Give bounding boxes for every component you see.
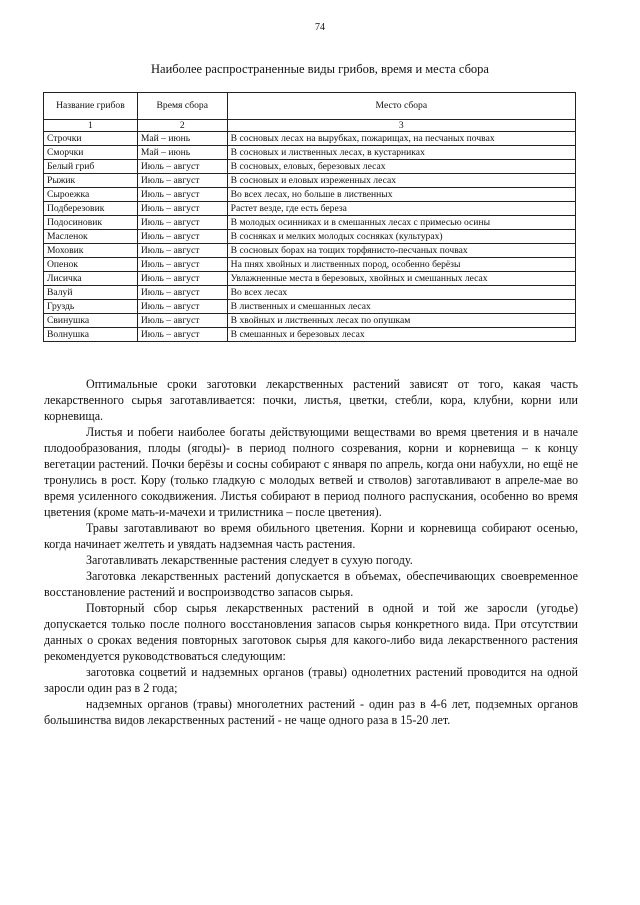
column-number: 2 [137, 120, 227, 132]
cell-collection-place: В сосновых и еловых изреженных лесах [227, 174, 575, 188]
cell-mushroom-name: Сморчки [44, 146, 138, 160]
cell-collection-time: Июль – август [137, 300, 227, 314]
cell-collection-time: Май – июнь [137, 132, 227, 146]
cell-mushroom-name: Лисичка [44, 272, 138, 286]
cell-mushroom-name: Рыжик [44, 174, 138, 188]
cell-mushroom-name: Волнушка [44, 328, 138, 342]
cell-collection-time: Июль – август [137, 314, 227, 328]
cell-collection-time: Июль – август [137, 174, 227, 188]
column-header-place: Место сбора [227, 93, 575, 120]
table-row [44, 230, 576, 244]
table-row [44, 314, 576, 328]
cell-collection-place: В лиственных и смешанных лесах [227, 300, 575, 314]
cell-collection-place: В молодых осинниках и в смешанных лесах с примесью осины [227, 216, 575, 230]
cell-collection-time: Июль – август [137, 202, 227, 216]
table-row [44, 244, 576, 258]
cell-mushroom-name: Опенок [44, 258, 138, 272]
cell-mushroom-name: Подберезовик [44, 202, 138, 216]
paragraph: надземных органов (травы) многолетних растений - один раз в 4-6 лет, подземных органов большинства видов лекарственных растений - не чаще одного раза в 15-20 лет. [44, 697, 578, 727]
cell-collection-time: Июль – август [137, 160, 227, 174]
table-row [44, 328, 576, 342]
table-row [44, 300, 576, 314]
cell-collection-place: Растет везде, где есть береза [227, 202, 575, 216]
cell-collection-time: Июль – август [137, 286, 227, 300]
page-number: 74 [315, 22, 325, 33]
cell-collection-place: На пнях хвойных и лиственных пород, особенно берёзы [227, 258, 575, 272]
cell-collection-time: Июль – август [137, 216, 227, 230]
cell-collection-place: В хвойных и лиственных лесах по опушкам [227, 314, 575, 328]
table-title: Наиболее распространенные виды грибов, время и места сбора [151, 62, 489, 76]
cell-mushroom-name: Сыроежка [44, 188, 138, 202]
cell-collection-time: Май – июнь [137, 146, 227, 160]
body-text [44, 376, 578, 728]
cell-collection-place: В сосновых, еловых, березовых лесах [227, 160, 575, 174]
cell-collection-place: В смешанных и березовых лесах [227, 328, 575, 342]
cell-collection-time: Июль – август [137, 272, 227, 286]
column-header-time: Время сбора [137, 93, 227, 120]
cell-collection-time: Июль – август [137, 328, 227, 342]
cell-collection-place: Во всех лесах [227, 286, 575, 300]
cell-collection-place: В сосновых и лиственных лесах, в кустарниках [227, 146, 575, 160]
cell-mushroom-name: Груздь [44, 300, 138, 314]
paragraph: Листья и побеги наиболее богаты действующими веществами во время цветения и в начале плодообразования, плоды (ягоды)- в период полного созревания, корни и корневища – к концу вегетации растений. Почки берёзы и сосны собирают с января по апрель, когда они набухли, но ещё не тронулись в рост. Кору (только гладкую с молодых ветвей и стволов) заготавливают в апреле-мае во время усиленного сокодвижения. Листья собирают в период полного распускания, особенно во время цветения (кроме мать-и-мачехи и трилистника – после цветения). [44, 425, 578, 519]
cell-collection-time: Июль – август [137, 244, 227, 258]
cell-collection-place: В сосновых борах на тощих торфянисто-песчаных почвах [227, 244, 575, 258]
cell-mushroom-name: Белый гриб [44, 160, 138, 174]
cell-collection-place: В сосняках и мелких молодых сосняках (культурах) [227, 230, 575, 244]
cell-collection-time: Июль – август [137, 258, 227, 272]
table-row [44, 160, 576, 174]
cell-mushroom-name: Свинушка [44, 314, 138, 328]
column-number-row [44, 120, 576, 132]
cell-collection-place: В сосновых лесах на вырубках, пожарищах, на песчаных почвах [227, 132, 575, 146]
table-row [44, 132, 576, 146]
paragraph: Заготавливать лекарственные растения следует в сухую погоду. [86, 553, 413, 567]
table-row [44, 202, 576, 216]
cell-mushroom-name: Подосиновик [44, 216, 138, 230]
cell-collection-place: Во всех лесах, но больше в лиственных [227, 188, 575, 202]
cell-mushroom-name: Валуй [44, 286, 138, 300]
column-header-name: Название грибов [44, 93, 138, 120]
mushroom-table [43, 92, 576, 342]
cell-collection-time: Июль – август [137, 188, 227, 202]
table-row [44, 286, 576, 300]
paragraph: Травы заготавливают во время обильного цветения. Корни и корневища собирают осенью, когда начинает желтеть и увядать надземная часть растения. [44, 521, 578, 551]
paragraph: Оптимальные сроки заготовки лекарственных растений зависят от того, какая часть лекарственного сырья заготавливается: почки, листья, цветки, стебли, кора, клубни, корни или корневища. [44, 377, 578, 423]
table-row [44, 216, 576, 230]
table-row [44, 146, 576, 160]
table-row [44, 188, 576, 202]
table-row [44, 258, 576, 272]
table-header-row [44, 93, 576, 120]
cell-mushroom-name: Масленок [44, 230, 138, 244]
paragraph: Заготовка лекарственных растений допускается в объемах, обеспечивающих своевременное восстановление растений и воспроизводство запасов сырья. [44, 569, 578, 599]
table-row [44, 174, 576, 188]
cell-collection-time: Июль – август [137, 230, 227, 244]
column-number: 1 [44, 120, 138, 132]
cell-collection-place: Увлажненные места в березовых, хвойных и смешанных лесах [227, 272, 575, 286]
table-row [44, 272, 576, 286]
column-number: 3 [227, 120, 575, 132]
cell-mushroom-name: Моховик [44, 244, 138, 258]
paragraph: заготовка соцветий и надземных органов (травы) однолетних растений проводится на одной заросли один раз в 2 года; [44, 665, 578, 695]
paragraph: Повторный сбор сырья лекарственных растений в одной и той же заросли (угодье) допускается только после полного восстановления запасов сырья конкретного вида. При отсутствии данных о сроках ведения повторных заготовок сырья для какого-либо вида лекарственного растения рекомендуется руководствоваться следующим: [44, 601, 578, 663]
cell-mushroom-name: Строчки [44, 132, 138, 146]
